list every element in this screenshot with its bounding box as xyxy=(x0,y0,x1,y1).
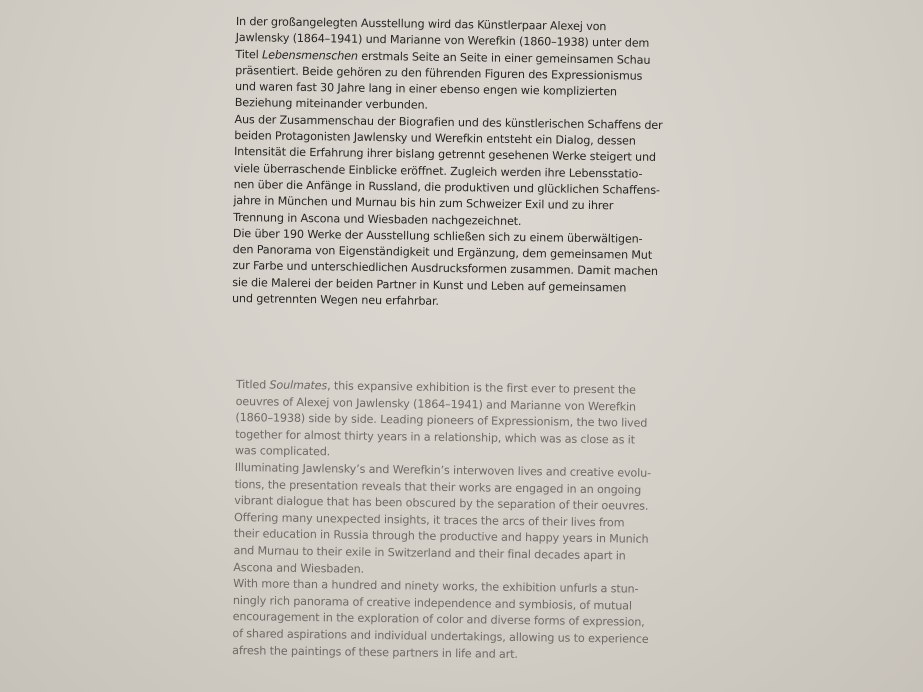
text-line: Offering many unexpected insights, it traces the arcs of their lives from xyxy=(233,510,625,530)
text-line: oeuvres of Alexej von Jawlensky (1864–1941) and Marianne von Werefkin xyxy=(235,394,636,414)
text-line: Ascona and Wiesbaden. xyxy=(233,560,365,576)
text-line: viele überraschende Einblicke eröffnet. Zugleich werden ihre Lebensstatio- xyxy=(233,161,643,181)
exhibition-title-english: Soulmates xyxy=(269,378,328,393)
text-line: (1860–1938) side by side. Leading pioneers of Expressionism, the two lived xyxy=(235,411,648,430)
text-line: nen über die Anfänge in Russland, die produktiven und glücklichen Schaffens- xyxy=(233,177,660,197)
text-line: and Murnau to their exile in Switzerland and their final decades apart in xyxy=(233,543,626,563)
text-line: was complicated. xyxy=(234,444,331,459)
english-text-block xyxy=(232,377,666,665)
text-line: zur Farbe und unterschiedlichen Ausdrucksformen zusammen. Damit machen xyxy=(232,259,658,279)
text-line: Trennung in Ascona und Wiesbaden nachgezeichnet. xyxy=(233,210,522,228)
text-line: vibrant dialogue that has been obscured by the separation of their oeuvres. xyxy=(234,494,649,513)
text-line: und waren fast 30 Jahre lang in einer ebenso engen wie komplizierten xyxy=(234,80,618,99)
text-line: ningly rich panorama of creative independence and symbiosis, of mutual xyxy=(232,593,632,613)
exhibition-title-german: Lebensmenschen xyxy=(261,47,359,63)
text-line: sie die Malerei der beiden Partner in Kunst und Leben auf gemeinsamen xyxy=(232,275,627,295)
text-line: Die über 190 Werke der Ausstellung schließen sich zu einem überwältigen- xyxy=(232,226,643,246)
text-line: präsentiert. Beide gehören zu den führenden Figuren des Expressionismus xyxy=(235,63,643,83)
text-line: In der großangelegten Ausstellung wird das Künstlerpaar Alexej von xyxy=(235,14,607,34)
text-line: With more than a hundred and ninety works, the exhibition unfurls a stun- xyxy=(233,577,639,596)
text-line: Titled Soulmates, this expansive exhibition is the first ever to present the xyxy=(235,377,636,397)
text-line: together for almost thirty years in a relationship, which was as close as it xyxy=(235,427,636,447)
text-line: afresh the paintings of these partners in life and art. xyxy=(232,643,518,661)
text-line: of shared aspirations and individual undertakings, allowing us to experience xyxy=(232,626,649,646)
text-line: Titel Lebensmenschen erstmals Seite an Seite in einer gemeinsamen Schau xyxy=(235,47,651,67)
text-line: Beziehung miteinander verbunden. xyxy=(234,96,428,113)
german-text-block xyxy=(232,14,666,313)
text-line: jahre in München und Murnau bis hin zum Schweizer Exil und zu ihrer xyxy=(233,194,614,213)
text-line: und getrennten Wegen neu erfahrbar. xyxy=(231,292,439,308)
text-line: den Panorama von Eigenständigkeit und Ergänzung, dem gemeinsamen Mut xyxy=(232,243,653,262)
text-line: tions, the presentation reveals that their works are engaged in an ongoing xyxy=(234,477,642,497)
text-line: beiden Protagonisten Jawlensky und Werefkin entsteht ein Dialog, dessen xyxy=(234,129,636,148)
text-line: encouragement in the exploration of color and diverse forms of expression, xyxy=(232,610,645,630)
text-line: Jawlensky (1864–1941) und Marianne von Werefkin (1860–1938) unter dem xyxy=(235,31,650,51)
text-line: their education in Russia through the productive and happy years in Munich xyxy=(233,527,649,547)
text-line: Aus der Zusammenschau der Biografien und des künstlerischen Schaffens der xyxy=(234,112,663,132)
text-line: Intensität die Erfahrung ihrer bislang getrennt gesehenen Werke steigert und xyxy=(233,145,657,165)
text-line: Illuminating Jawlensky’s and Werefkin’s interwoven lives and creative evolu- xyxy=(234,460,652,480)
